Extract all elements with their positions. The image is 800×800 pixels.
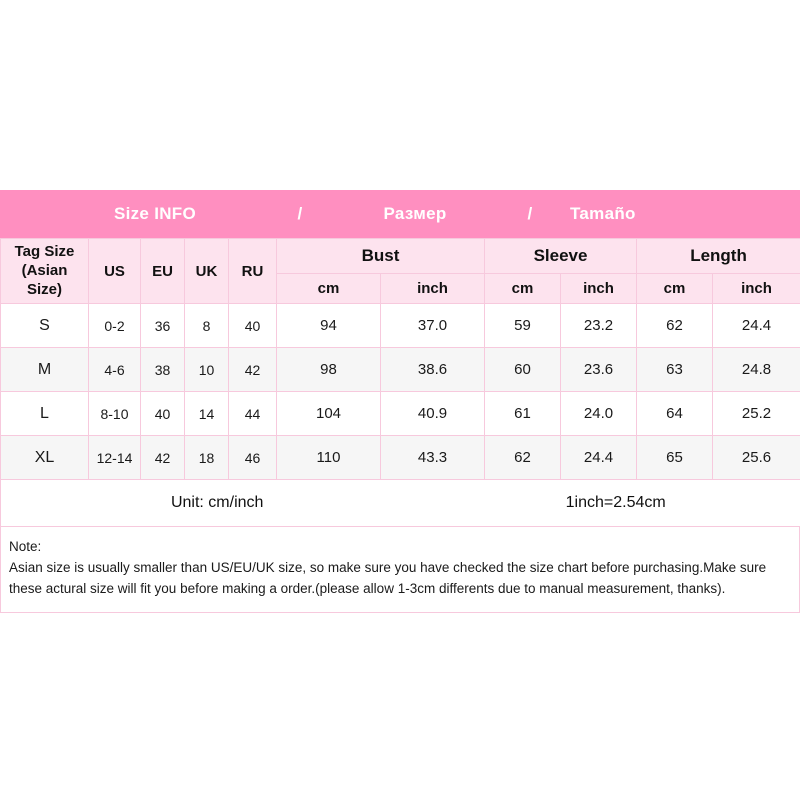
header-bust-cm: cm — [277, 273, 381, 303]
size-chart-title-bar — [0, 190, 800, 238]
cell-sleeve-inch: 23.2 — [561, 304, 637, 348]
cell-sleeve-inch: 24.4 — [561, 436, 637, 480]
size-chart — [0, 190, 800, 613]
table-row — [1, 392, 800, 436]
cell-length-cm: 65 — [637, 436, 713, 480]
cell-bust-cm: 98 — [277, 348, 381, 392]
title-separator-2: / — [527, 204, 533, 223]
cell-sleeve-cm: 59 — [485, 304, 561, 348]
table-header-row-groups — [1, 239, 800, 274]
cell-eu: 42 — [141, 436, 185, 480]
cell-sleeve-cm: 62 — [485, 436, 561, 480]
cell-tag-size: M — [1, 348, 89, 392]
header-ru: RU — [229, 239, 277, 304]
cell-bust-cm: 110 — [277, 436, 381, 480]
cell-uk: 14 — [185, 392, 229, 436]
cell-uk: 18 — [185, 436, 229, 480]
cell-length-inch: 24.4 — [713, 304, 800, 348]
header-bust-inch: inch — [381, 273, 485, 303]
title-razmer: Размер — [383, 204, 447, 223]
unit-label: Unit: cm/inch — [170, 494, 264, 512]
title-size-info: Size INFO — [113, 204, 197, 223]
cell-us: 12-14 — [89, 436, 141, 480]
cell-sleeve-inch: 24.0 — [561, 392, 637, 436]
header-bust: Bust — [277, 239, 485, 274]
cell-bust-inch: 43.3 — [381, 436, 485, 480]
cell-tag-size: XL — [1, 436, 89, 480]
title-tamano: Tamaño — [570, 204, 636, 223]
cell-uk: 8 — [185, 304, 229, 348]
cell-bust-inch: 40.9 — [381, 392, 485, 436]
cell-uk: 10 — [185, 348, 229, 392]
cell-length-inch: 25.2 — [713, 392, 800, 436]
cell-us: 8-10 — [89, 392, 141, 436]
cell-eu: 36 — [141, 304, 185, 348]
note-label: Note: — [9, 539, 42, 555]
header-sleeve: Sleeve — [485, 239, 637, 274]
cell-ru: 46 — [229, 436, 277, 480]
unit-row — [1, 480, 800, 527]
header-length-cm: cm — [637, 273, 713, 303]
table-row — [1, 436, 800, 480]
header-uk: UK — [185, 239, 229, 304]
header-sleeve-inch: inch — [561, 273, 637, 303]
note-text: Asian size is usually smaller than US/EU/UK size, so make sure you have checked the size chart before purchasing.Make sure these actural size will fit you before making a order.(please allow 1-3cm differents due to manual measurement, thanks). — [9, 560, 767, 597]
unit-row-cell — [1, 480, 800, 527]
header-tag-size — [1, 239, 89, 304]
cell-length-cm: 63 — [637, 348, 713, 392]
conversion-label: 1inch=2.54cm — [565, 494, 666, 512]
cell-length-inch: 25.6 — [713, 436, 800, 480]
header-length-inch: inch — [713, 273, 800, 303]
cell-sleeve-cm: 60 — [485, 348, 561, 392]
cell-us: 0-2 — [89, 304, 141, 348]
cell-eu: 38 — [141, 348, 185, 392]
cell-eu: 40 — [141, 392, 185, 436]
cell-ru: 40 — [229, 304, 277, 348]
cell-ru: 44 — [229, 392, 277, 436]
header-length: Length — [637, 239, 800, 274]
table-row — [1, 348, 800, 392]
cell-bust-cm: 94 — [277, 304, 381, 348]
size-table — [0, 238, 800, 527]
cell-tag-size: S — [1, 304, 89, 348]
cell-bust-inch: 38.6 — [381, 348, 485, 392]
header-tag-size-line2: (Asian Size) — [21, 261, 68, 298]
title-separator-1: / — [297, 204, 303, 223]
cell-length-cm: 64 — [637, 392, 713, 436]
cell-sleeve-inch: 23.6 — [561, 348, 637, 392]
table-row — [1, 304, 800, 348]
cell-ru: 42 — [229, 348, 277, 392]
cell-us: 4-6 — [89, 348, 141, 392]
header-us: US — [89, 239, 141, 304]
cell-bust-cm: 104 — [277, 392, 381, 436]
cell-length-cm: 62 — [637, 304, 713, 348]
header-eu: EU — [141, 239, 185, 304]
cell-tag-size: L — [1, 392, 89, 436]
header-sleeve-cm: cm — [485, 273, 561, 303]
cell-bust-inch: 37.0 — [381, 304, 485, 348]
cell-sleeve-cm: 61 — [485, 392, 561, 436]
note-box — [0, 527, 800, 613]
header-tag-size-line1: Tag Size — [14, 243, 75, 260]
cell-length-inch: 24.8 — [713, 348, 800, 392]
